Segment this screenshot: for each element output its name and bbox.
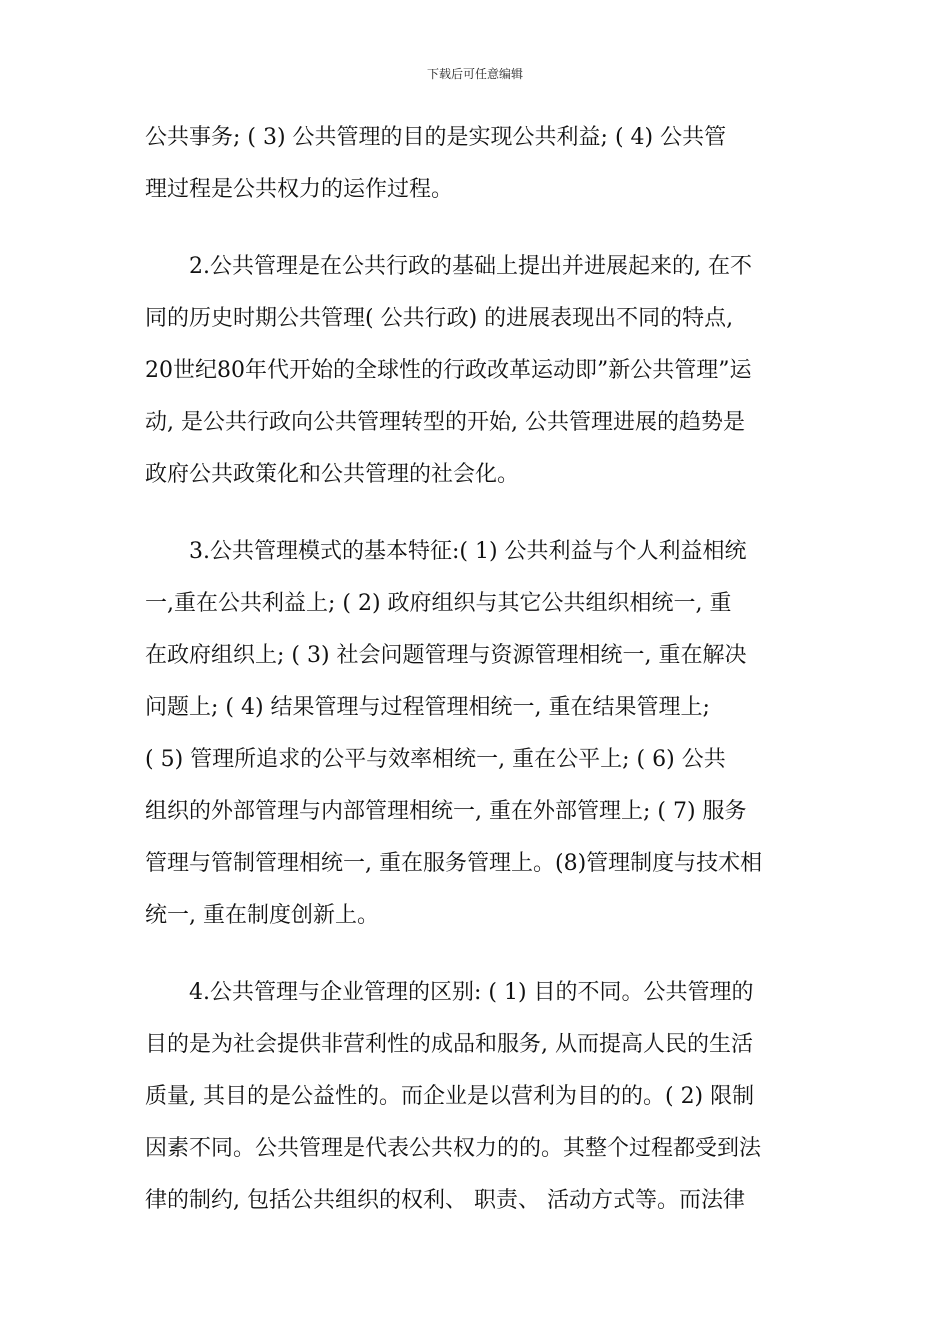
- text-line: 统一, 重在制度创新上。: [145, 903, 379, 928]
- text-line: 问题上; ( 4) 结果管理与过程管理相统一, 重在结果管理上;: [145, 695, 710, 720]
- paragraph-1: [145, 112, 810, 216]
- text-line: 目的是为社会提供非营利性的成品和服务, 从而提高人民的生活: [145, 1032, 753, 1057]
- text-line: 同的历史时期公共管理( 公共行政) 的进展表现出不同的特点,: [145, 306, 734, 331]
- text-line: 理过程是公共权力的运作过程。: [145, 177, 454, 202]
- text-line: 3.公共管理模式的基本特征:( 1) 公共利益与个人利益相统: [189, 539, 747, 564]
- text-line: 因素不同。公共管理是代表公共权力的的。其整个过程都受到法: [145, 1136, 762, 1161]
- text-line: 一,重在公共利益上; ( 2) 政府组织与其它公共组织相统一, 重: [145, 591, 732, 616]
- text-line: 政府公共政策化和公共管理的社会化。: [145, 462, 520, 487]
- paragraph-spacer: [145, 501, 810, 526]
- paragraph-spacer: [145, 942, 810, 967]
- text-line: 4.公共管理与企业管理的区别: ( 1) 目的不同。公共管理的: [189, 980, 754, 1005]
- paragraph-2: [145, 241, 810, 501]
- paragraph-4: [145, 967, 810, 1227]
- paragraph-3: [145, 526, 810, 942]
- text-line: 动, 是公共行政向公共管理转型的开始, 公共管理进展的趋势是: [145, 410, 745, 435]
- page-header: 下载后可任意编辑: [426, 67, 523, 81]
- paragraph-spacer: [145, 216, 810, 241]
- text-line: 公共事务; ( 3) 公共管理的目的是实现公共利益; ( 4) 公共管: [145, 125, 727, 150]
- text-line: 质量, 其目的是公益性的。而企业是以营利为目的的。( 2) 限制: [145, 1084, 755, 1109]
- text-line: 在政府组织上; ( 3) 社会问题管理与资源管理相统一, 重在解决: [145, 643, 747, 668]
- text-line: 管理与管制管理相统一, 重在服务管理上。(8)管理制度与技术相: [145, 851, 763, 876]
- text-line: 20世纪80年代开始的全球性的行政改革运动即”新公共管理”运: [145, 358, 752, 383]
- text-line: 组织的外部管理与内部管理相统一, 重在外部管理上; ( 7) 服务: [145, 799, 747, 824]
- text-line: ( 5) 管理所追求的公平与效率相统一, 重在公平上; ( 6) 公共: [145, 747, 726, 772]
- text-line: 律的制约, 包括公共组织的权利、 职责、 活动方式等。而法律: [145, 1188, 745, 1213]
- document-body: [145, 112, 810, 1227]
- text-line: 2.公共管理是在公共行政的基础上提出并进展起来的, 在不: [189, 254, 752, 279]
